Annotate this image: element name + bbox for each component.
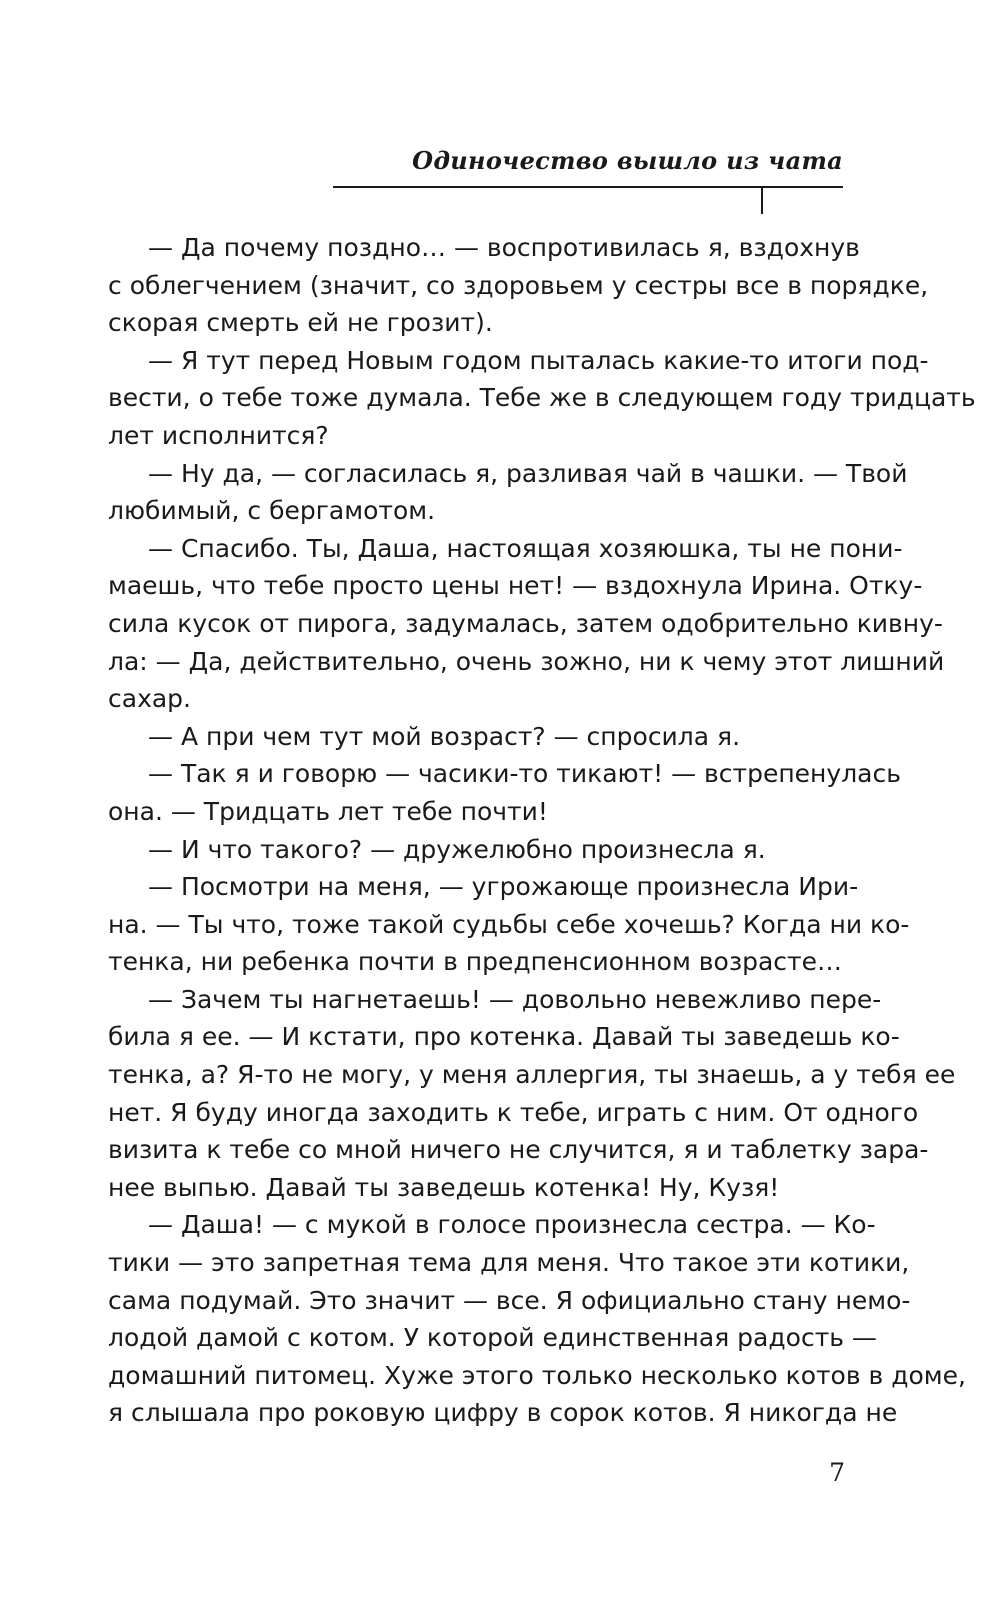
text-line: — Посмотри на меня, — угрожающе произнесла Ири- bbox=[148, 872, 859, 902]
header-tick bbox=[761, 188, 763, 214]
text-line: ла: — Да, действительно, очень зожно, ни к чему этот лишний bbox=[108, 646, 945, 676]
text-line: тенка, ни ребенка почти в предпенсионном возрасте… bbox=[108, 947, 842, 977]
text-line: — Зачем ты нагнетаешь! — довольно невежливо пере- bbox=[148, 984, 882, 1014]
running-header-title: Одиночество вышло из чата bbox=[412, 146, 843, 175]
text-line: тики — это запретная тема для меня. Что такое эти котики, bbox=[108, 1248, 910, 1278]
text-line: маешь, что тебе просто цены нет! — вздохнула Ирина. Отку- bbox=[108, 571, 923, 601]
text-line: сила кусок от пирога, задумалась, затем одобрительно кивну- bbox=[108, 608, 943, 638]
text-line: любимый, с бергамотом. bbox=[108, 496, 436, 526]
text-line: она. — Тридцать лет тебе почти! bbox=[108, 796, 548, 826]
page-number: 7 bbox=[829, 1458, 845, 1487]
header-rule bbox=[333, 186, 843, 188]
text-line: — А при чем тут мой возраст? — спросила я. bbox=[148, 721, 741, 751]
text-line: сама подумай. Это значит — все. Я официально стану немо- bbox=[108, 1285, 911, 1315]
text-line: била я ее. — И кстати, про котенка. Давай ты заведешь ко- bbox=[108, 1022, 900, 1052]
text-line: вести, о тебе тоже думала. Тебе же в следующем году тридцать bbox=[108, 383, 976, 413]
text-line: с облегчением (значит, со здоровьем у сестры все в порядке, bbox=[108, 270, 929, 300]
text-line: — Да почему поздно… — воспротивилась я, вздохнув bbox=[148, 233, 860, 262]
text-line: лет исполнится? bbox=[108, 420, 329, 450]
text-line: скорая смерть ей не грозит). bbox=[108, 308, 493, 338]
text-line: нет. Я буду иногда заходить к тебе, играть с ним. От одного bbox=[108, 1097, 919, 1127]
text-line: — Спасибо. Ты, Даша, настоящая хозяюшка, ты не пони- bbox=[148, 533, 903, 563]
body-text bbox=[108, 229, 976, 1432]
text-line: сахар. bbox=[108, 684, 191, 714]
text-line: нее выпью. Давай ты заведешь котенка! Ну, Кузя! bbox=[108, 1172, 780, 1202]
text-line: на. — Ты что, тоже такой судьбы себе хочешь? Когда ни ко- bbox=[108, 909, 910, 939]
text-line: визита к тебе со мной ничего не случится, я и таблетку зара- bbox=[108, 1135, 929, 1165]
text-line: я слышала про роковую цифру в сорок котов. Я никогда не bbox=[108, 1398, 898, 1428]
text-line: домашний питомец. Хуже этого только несколько котов в доме, bbox=[108, 1360, 966, 1390]
text-line: — Даша! — с мукой в голосе произнесла сестра. — Ко- bbox=[148, 1210, 876, 1240]
text-line: лодой дамой с котом. У которой единственная радость — bbox=[108, 1323, 877, 1353]
text-line: — Я тут перед Новым годом пыталась какие-то итоги под- bbox=[148, 345, 929, 375]
text-line: — И что такого? — дружелюбно произнесла я. bbox=[148, 834, 766, 864]
text-line: — Ну да, — согласилась я, разливая чай в чашки. — Твой bbox=[148, 458, 908, 488]
text-line: — Так я и говорю — часики-то тикают! — встрепенулась bbox=[148, 759, 901, 789]
running-header bbox=[333, 140, 843, 214]
text-line: тенка, а? Я-то не могу, у меня аллергия, ты знаешь, а у тебя ее bbox=[108, 1060, 956, 1090]
